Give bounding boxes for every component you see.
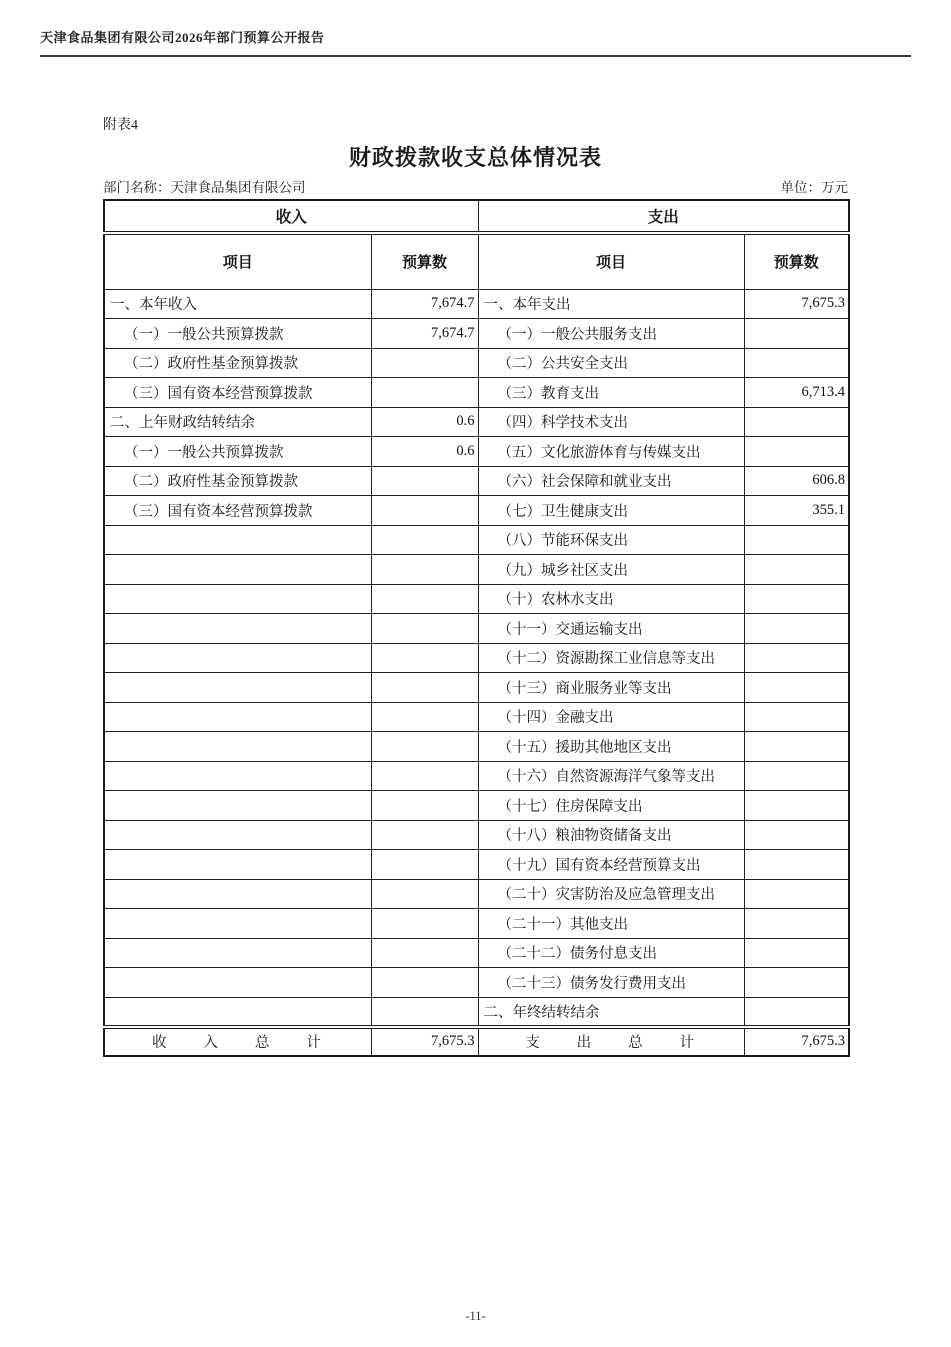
- income-value-cell: [371, 525, 478, 555]
- expense-item-cell: （二十一）其他支出: [478, 909, 744, 939]
- income-item-cell: [104, 968, 371, 998]
- income-value-cell: [371, 850, 478, 880]
- expense-item-cell: （二十）灾害防治及应急管理支出: [478, 879, 744, 909]
- expense-item-cell: （二）公共安全支出: [478, 348, 744, 378]
- expense-value-cell: [744, 584, 849, 614]
- expense-item-cell: （十四）金融支出: [478, 702, 744, 732]
- income-item-cell: [104, 761, 371, 791]
- income-value-cell: [371, 643, 478, 673]
- expense-item-header: 项目: [478, 233, 744, 289]
- income-value-cell: [371, 791, 478, 821]
- income-item-cell: （一）一般公共预算拨款: [104, 319, 371, 349]
- expense-value-cell: [744, 938, 849, 968]
- unit-label: 单位：万元: [780, 180, 848, 195]
- department-name-label: 部门名称：天津食品集团有限公司: [103, 180, 306, 195]
- income-item-cell: （一）一般公共预算拨款: [104, 437, 371, 467]
- total-row: [104, 1027, 849, 1057]
- table-row: [104, 319, 849, 349]
- expense-item-cell: （十九）国有资本经营预算支出: [478, 850, 744, 880]
- table-row: [104, 673, 849, 703]
- income-value-cell: [371, 348, 478, 378]
- expense-total-label: 支 出 总 计: [478, 1027, 744, 1057]
- table-row: [104, 437, 849, 467]
- income-item-cell: [104, 909, 371, 939]
- expense-value-cell: [744, 525, 849, 555]
- table-row: [104, 702, 849, 732]
- report-header-title: 天津食品集团有限公司2026年部门预算公开报告: [40, 30, 325, 45]
- expense-item-cell: （三）教育支出: [478, 378, 744, 408]
- income-total-value: 7,675.3: [371, 1027, 478, 1057]
- table-row: [104, 584, 849, 614]
- table-total-body: [104, 1027, 849, 1057]
- table-row: [104, 378, 849, 408]
- page-title: 财政拨款收支总体情况表: [348, 145, 602, 170]
- page-number: -11-: [465, 1309, 486, 1323]
- income-item-cell: [104, 643, 371, 673]
- income-value-cell: [371, 938, 478, 968]
- table-row: [104, 555, 849, 585]
- expense-value-cell: 355.1: [744, 496, 849, 526]
- expense-value-cell: 7,675.3: [744, 289, 849, 319]
- table-row: [104, 643, 849, 673]
- income-item-cell: （二）政府性基金预算拨款: [104, 466, 371, 496]
- expense-value-cell: [744, 614, 849, 644]
- table-row: [104, 732, 849, 762]
- table-row: [104, 496, 849, 526]
- table-row: [104, 968, 849, 998]
- table-row: [104, 407, 849, 437]
- expense-value-cell: [744, 407, 849, 437]
- expense-value-cell: [744, 909, 849, 939]
- income-value-cell: 0.6: [371, 407, 478, 437]
- expense-item-cell: （二十二）债务付息支出: [478, 938, 744, 968]
- table-row: [104, 909, 849, 939]
- table-row: [104, 938, 849, 968]
- income-item-cell: [104, 791, 371, 821]
- income-value-cell: [371, 997, 478, 1027]
- income-value-cell: [371, 584, 478, 614]
- table-row: [104, 466, 849, 496]
- expense-item-cell: （二十三）债务发行费用支出: [478, 968, 744, 998]
- expense-value-cell: [744, 319, 849, 349]
- income-item-cell: [104, 820, 371, 850]
- expense-value-cell: [744, 673, 849, 703]
- income-value-cell: [371, 378, 478, 408]
- expense-item-cell: （六）社会保障和就业支出: [478, 466, 744, 496]
- expense-item-cell: （一）一般公共服务支出: [478, 319, 744, 349]
- income-value-cell: [371, 466, 478, 496]
- income-value-cell: [371, 761, 478, 791]
- table-row: [104, 761, 849, 791]
- table-row: [104, 614, 849, 644]
- table-meta-line: [103, 176, 848, 196]
- income-item-cell: [104, 614, 371, 644]
- expense-item-cell: （四）科学技术支出: [478, 407, 744, 437]
- budget-table: [103, 199, 850, 1057]
- expense-value-cell: [744, 850, 849, 880]
- income-value-cell: [371, 909, 478, 939]
- expense-value-cell: [744, 997, 849, 1027]
- table-row: [104, 791, 849, 821]
- table-row: [104, 820, 849, 850]
- expense-value-cell: [744, 732, 849, 762]
- expense-item-cell: （十）农林水支出: [478, 584, 744, 614]
- income-value-cell: [371, 673, 478, 703]
- income-item-cell: [104, 702, 371, 732]
- income-value-cell: [371, 555, 478, 585]
- expense-value-cell: [744, 879, 849, 909]
- table-column-header-row: [104, 233, 849, 289]
- income-item-cell: （三）国有资本经营预算拨款: [104, 378, 371, 408]
- table-row: [104, 997, 849, 1027]
- income-value-cell: [371, 614, 478, 644]
- income-budget-header: 预算数: [371, 233, 478, 289]
- header-divider: [40, 55, 911, 57]
- expense-value-cell: 6,713.4: [744, 378, 849, 408]
- expense-value-cell: [744, 643, 849, 673]
- income-item-cell: 二、上年财政结转结余: [104, 407, 371, 437]
- expense-item-cell: 一、本年支出: [478, 289, 744, 319]
- income-item-cell: [104, 525, 371, 555]
- income-value-cell: 7,674.7: [371, 289, 478, 319]
- income-item-cell: 一、本年收入: [104, 289, 371, 319]
- income-value-cell: [371, 496, 478, 526]
- income-value-cell: [371, 968, 478, 998]
- expense-value-cell: [744, 437, 849, 467]
- expense-item-cell: （十八）粮油物资储备支出: [478, 820, 744, 850]
- expense-item-cell: （十一）交通运输支出: [478, 614, 744, 644]
- income-item-cell: [104, 584, 371, 614]
- income-value-cell: 0.6: [371, 437, 478, 467]
- table-row: [104, 850, 849, 880]
- expense-item-cell: （十五）援助其他地区支出: [478, 732, 744, 762]
- income-item-cell: [104, 732, 371, 762]
- expense-total-value: 7,675.3: [744, 1027, 849, 1057]
- income-item-cell: （二）政府性基金预算拨款: [104, 348, 371, 378]
- income-item-cell: [104, 997, 371, 1027]
- expense-value-cell: 606.8: [744, 466, 849, 496]
- expense-item-cell: （十七）住房保障支出: [478, 791, 744, 821]
- expense-value-cell: [744, 791, 849, 821]
- table-row: [104, 348, 849, 378]
- expense-item-cell: （十二）资源勘探工业信息等支出: [478, 643, 744, 673]
- table-group-header-row: [104, 200, 849, 233]
- income-item-cell: [104, 938, 371, 968]
- income-item-cell: [104, 879, 371, 909]
- expense-item-cell: （七）卫生健康支出: [478, 496, 744, 526]
- income-total-label: 收 入 总 计: [104, 1027, 371, 1057]
- income-item-cell: [104, 850, 371, 880]
- expense-value-cell: [744, 761, 849, 791]
- expense-item-cell: （十三）商业服务业等支出: [478, 673, 744, 703]
- income-value-cell: [371, 879, 478, 909]
- expense-item-cell: （八）节能环保支出: [478, 525, 744, 555]
- expense-value-cell: [744, 968, 849, 998]
- table-row: [104, 289, 849, 319]
- income-value-cell: [371, 820, 478, 850]
- income-value-cell: 7,674.7: [371, 319, 478, 349]
- expense-section-header: 支出: [478, 200, 849, 233]
- income-item-cell: [104, 555, 371, 585]
- income-item-header: 项目: [104, 233, 371, 289]
- expense-value-cell: [744, 348, 849, 378]
- table-body: [104, 289, 849, 1027]
- income-item-cell: [104, 673, 371, 703]
- expense-item-cell: （十六）自然资源海洋气象等支出: [478, 761, 744, 791]
- expense-value-cell: [744, 555, 849, 585]
- expense-budget-header: 预算数: [744, 233, 849, 289]
- income-value-cell: [371, 702, 478, 732]
- expense-item-cell: （九）城乡社区支出: [478, 555, 744, 585]
- table-row: [104, 525, 849, 555]
- annex-label: 附表4: [103, 118, 138, 133]
- expense-value-cell: [744, 820, 849, 850]
- table-row: [104, 879, 849, 909]
- income-section-header: 收入: [104, 200, 478, 233]
- expense-value-cell: [744, 702, 849, 732]
- expense-item-cell: （五）文化旅游体育与传媒支出: [478, 437, 744, 467]
- income-value-cell: [371, 732, 478, 762]
- income-item-cell: （三）国有资本经营预算拨款: [104, 496, 371, 526]
- expense-item-cell: 二、年终结转结余: [478, 997, 744, 1027]
